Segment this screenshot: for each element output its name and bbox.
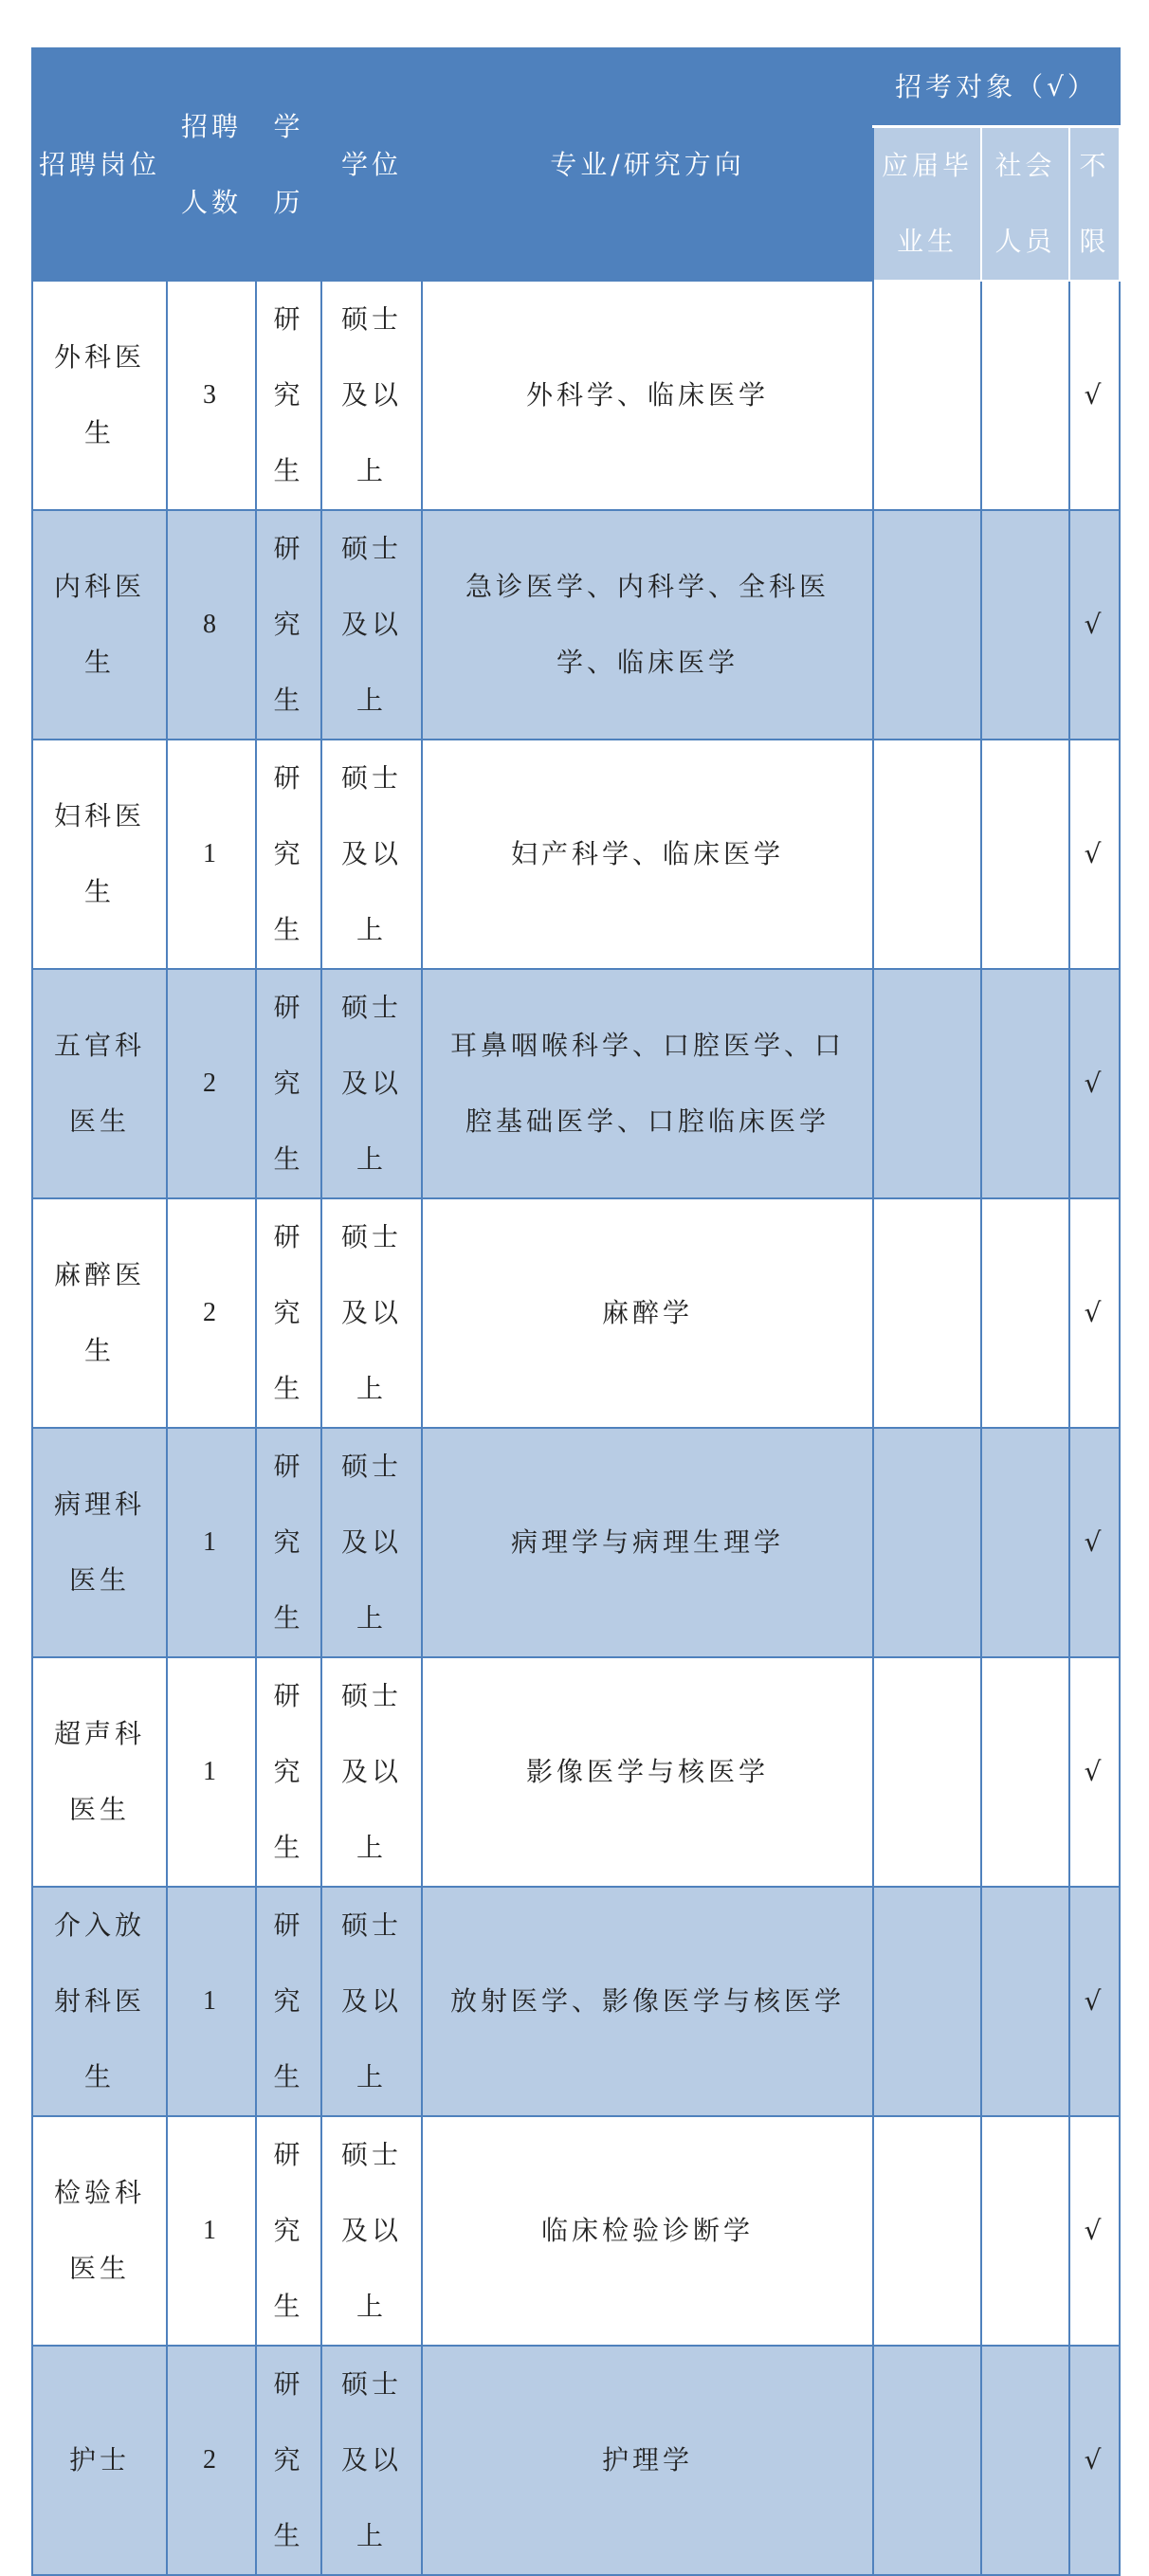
table-body xyxy=(32,281,1120,2575)
cell-education xyxy=(256,281,321,510)
cell-society xyxy=(981,1887,1069,2116)
cell-count xyxy=(167,740,256,969)
header-position: 招聘岗位 xyxy=(32,48,167,281)
table-row xyxy=(32,1198,1120,1428)
cell-count xyxy=(167,510,256,740)
table-row xyxy=(32,2346,1120,2575)
cell-unlimited xyxy=(1069,1887,1120,2116)
cell-fresh-grad xyxy=(873,969,981,1198)
cell-education xyxy=(256,2116,321,2346)
cell-education xyxy=(256,510,321,740)
cell-fresh-grad xyxy=(873,1657,981,1887)
cell-unlimited-text: √ xyxy=(1084,1068,1105,1099)
cell-major-text: 影像医学与核医学 xyxy=(525,1756,769,1787)
cell-education-text: 研究生 xyxy=(273,762,304,945)
cell-major xyxy=(422,740,873,969)
cell-society xyxy=(981,2346,1069,2575)
cell-degree xyxy=(321,740,422,969)
cell-count xyxy=(167,1428,256,1657)
cell-major-text: 护理学 xyxy=(601,2444,693,2476)
cell-unlimited xyxy=(1069,1198,1120,1428)
cell-society xyxy=(981,1428,1069,1657)
table-row xyxy=(32,281,1120,510)
cell-count-text: 8 xyxy=(203,610,220,639)
cell-degree xyxy=(321,2346,422,2575)
cell-count xyxy=(167,1887,256,2116)
header-fresh-grad: 应届毕业生 xyxy=(873,127,981,282)
cell-unlimited xyxy=(1069,510,1120,740)
recruitment-table xyxy=(31,47,1121,2576)
cell-position xyxy=(32,2116,167,2346)
table-header xyxy=(32,48,1120,281)
cell-count xyxy=(167,1198,256,1428)
cell-count-text: 2 xyxy=(203,1298,220,1327)
cell-unlimited xyxy=(1069,281,1120,510)
cell-education-text: 研究生 xyxy=(273,1909,304,2092)
cell-unlimited-text: √ xyxy=(1084,1526,1105,1558)
cell-degree xyxy=(321,1657,422,1887)
cell-count-text: 2 xyxy=(203,2445,220,2475)
cell-education xyxy=(256,969,321,1198)
table-row xyxy=(32,510,1120,740)
cell-count-text: 1 xyxy=(203,1527,220,1557)
cell-position xyxy=(32,1657,167,1887)
cell-unlimited xyxy=(1069,1657,1120,1887)
header-unlimited: 不限 xyxy=(1069,127,1120,282)
cell-major-text: 妇产科学、临床医学 xyxy=(510,838,784,869)
cell-fresh-grad xyxy=(873,1428,981,1657)
cell-count-text: 1 xyxy=(203,1757,220,1786)
cell-degree-text: 硕士及以上 xyxy=(340,1909,402,2092)
cell-education-text: 研究生 xyxy=(273,533,304,716)
cell-unlimited xyxy=(1069,1428,1120,1657)
cell-position xyxy=(32,2346,167,2575)
cell-position-text: 妇科医生 xyxy=(53,800,145,907)
cell-major xyxy=(422,281,873,510)
cell-degree-text: 硕士及以上 xyxy=(340,303,402,486)
cell-degree xyxy=(321,969,422,1198)
cell-degree xyxy=(321,510,422,740)
cell-position-text: 病理科医生 xyxy=(53,1489,145,1596)
cell-count-text: 1 xyxy=(203,1986,220,2016)
cell-education-text: 研究生 xyxy=(273,2368,304,2551)
cell-position-text: 检验科医生 xyxy=(53,2177,145,2284)
cell-unlimited-text: √ xyxy=(1084,838,1105,869)
cell-position-text: 超声科医生 xyxy=(53,1718,145,1825)
cell-position-text: 介入放射科医生 xyxy=(53,1909,145,2092)
cell-major xyxy=(422,1657,873,1887)
cell-major xyxy=(422,1198,873,1428)
cell-major-text: 病理学与病理生理学 xyxy=(510,1526,784,1558)
cell-position-text: 护士 xyxy=(68,2444,130,2476)
cell-fresh-grad xyxy=(873,2116,981,2346)
cell-society xyxy=(981,969,1069,1198)
cell-degree-text: 硕士及以上 xyxy=(340,1221,402,1404)
cell-major-text: 麻醉学 xyxy=(601,1297,693,1328)
cell-position-text: 外科医生 xyxy=(53,341,145,448)
cell-education-text: 研究生 xyxy=(273,303,304,486)
cell-degree-text: 硕士及以上 xyxy=(340,1451,402,1634)
cell-position xyxy=(32,969,167,1198)
cell-major xyxy=(422,969,873,1198)
cell-major-text: 放射医学、影像医学与核医学 xyxy=(449,1985,845,2017)
cell-society xyxy=(981,1198,1069,1428)
header-education: 学历 xyxy=(256,48,321,281)
cell-position-text: 内科医生 xyxy=(53,571,145,678)
cell-position xyxy=(32,1887,167,2116)
cell-major xyxy=(422,1428,873,1657)
cell-education-text: 研究生 xyxy=(273,1680,304,1863)
cell-education xyxy=(256,1657,321,1887)
cell-degree-text: 硕士及以上 xyxy=(340,533,402,716)
cell-major-text: 临床检验诊断学 xyxy=(540,2215,754,2246)
cell-degree xyxy=(321,2116,422,2346)
cell-major xyxy=(422,2346,873,2575)
cell-fresh-grad xyxy=(873,740,981,969)
cell-degree xyxy=(321,1428,422,1657)
cell-unlimited-text: √ xyxy=(1084,2215,1105,2246)
cell-unlimited-text: √ xyxy=(1084,1756,1105,1787)
header-society: 社会人员 xyxy=(981,127,1069,282)
cell-position xyxy=(32,281,167,510)
cell-position-text: 麻醉医生 xyxy=(53,1259,145,1366)
cell-count-text: 2 xyxy=(203,1069,220,1098)
cell-education xyxy=(256,1198,321,1428)
table-row xyxy=(32,740,1120,969)
table-row xyxy=(32,2116,1120,2346)
cell-education xyxy=(256,1887,321,2116)
cell-education-text: 研究生 xyxy=(273,1451,304,1634)
cell-count-text: 3 xyxy=(203,380,220,410)
cell-degree xyxy=(321,281,422,510)
cell-count xyxy=(167,2346,256,2575)
cell-fresh-grad xyxy=(873,281,981,510)
cell-count-text: 1 xyxy=(203,839,220,868)
cell-unlimited-text: √ xyxy=(1084,1297,1105,1328)
cell-position xyxy=(32,1198,167,1428)
cell-education xyxy=(256,1428,321,1657)
cell-unlimited-text: √ xyxy=(1084,2444,1105,2476)
header-target-group: 招考对象（√） xyxy=(873,48,1120,127)
table-row xyxy=(32,969,1120,1198)
cell-count xyxy=(167,2116,256,2346)
cell-unlimited xyxy=(1069,2116,1120,2346)
cell-degree xyxy=(321,1198,422,1428)
cell-fresh-grad xyxy=(873,510,981,740)
cell-unlimited xyxy=(1069,740,1120,969)
header-major: 专业/研究方向 xyxy=(422,48,873,281)
header-degree: 学位 xyxy=(321,48,422,281)
cell-society xyxy=(981,740,1069,969)
cell-degree-text: 硕士及以上 xyxy=(340,2368,402,2551)
cell-education xyxy=(256,740,321,969)
cell-education-text: 研究生 xyxy=(273,2139,304,2322)
cell-major xyxy=(422,2116,873,2346)
cell-count-text: 1 xyxy=(203,2216,220,2245)
table-row xyxy=(32,1657,1120,1887)
cell-count xyxy=(167,281,256,510)
cell-society xyxy=(981,510,1069,740)
cell-degree-text: 硕士及以上 xyxy=(340,2139,402,2322)
cell-unlimited xyxy=(1069,2346,1120,2575)
cell-education-text: 研究生 xyxy=(273,992,304,1175)
cell-position xyxy=(32,510,167,740)
cell-unlimited-text: √ xyxy=(1084,379,1105,411)
cell-degree-text: 硕士及以上 xyxy=(340,992,402,1175)
cell-education-text: 研究生 xyxy=(273,1221,304,1404)
cell-society xyxy=(981,2116,1069,2346)
cell-major-text: 耳鼻咽喉科学、口腔医学、口腔基础医学、口腔临床医学 xyxy=(449,1030,845,1137)
cell-position-text: 五官科医生 xyxy=(53,1030,145,1137)
cell-count xyxy=(167,1657,256,1887)
cell-fresh-grad xyxy=(873,1887,981,2116)
cell-fresh-grad xyxy=(873,2346,981,2575)
cell-education xyxy=(256,2346,321,2575)
cell-count xyxy=(167,969,256,1198)
cell-unlimited-text: √ xyxy=(1084,1985,1105,2017)
cell-degree-text: 硕士及以上 xyxy=(340,762,402,945)
table-row xyxy=(32,1428,1120,1657)
table-row xyxy=(32,1887,1120,2116)
cell-position xyxy=(32,1428,167,1657)
cell-major-text: 外科学、临床医学 xyxy=(525,379,769,411)
cell-society xyxy=(981,281,1069,510)
cell-unlimited-text: √ xyxy=(1084,609,1105,640)
cell-society xyxy=(981,1657,1069,1887)
cell-degree xyxy=(321,1887,422,2116)
cell-degree-text: 硕士及以上 xyxy=(340,1680,402,1863)
header-row xyxy=(32,48,1120,127)
cell-position xyxy=(32,740,167,969)
cell-major xyxy=(422,510,873,740)
cell-major-text: 急诊医学、内科学、全科医学、临床医学 xyxy=(465,571,830,678)
header-count: 招聘人数 xyxy=(167,48,256,281)
cell-major xyxy=(422,1887,873,2116)
cell-unlimited xyxy=(1069,969,1120,1198)
cell-fresh-grad xyxy=(873,1198,981,1428)
